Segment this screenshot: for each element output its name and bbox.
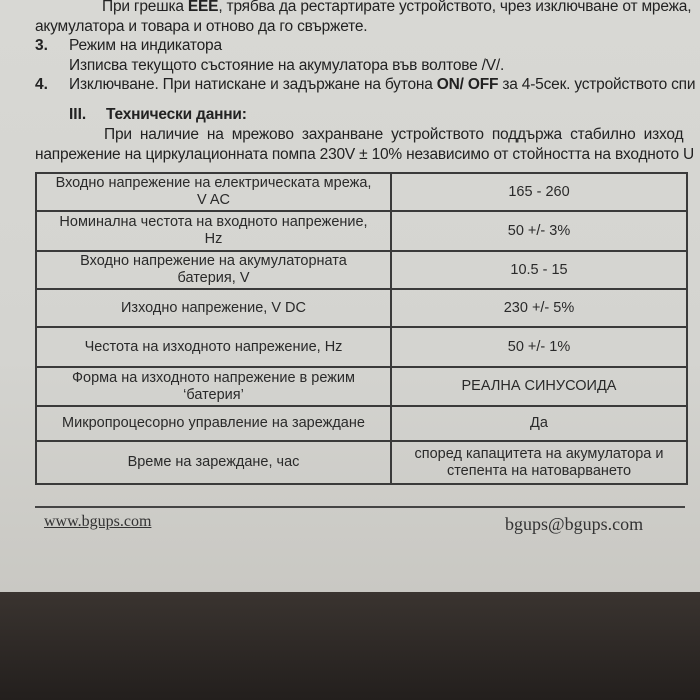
table-row [36,406,687,441]
cell-text-line: ‘батерия’ [183,386,244,403]
section-number: III. [69,106,87,123]
cell-text-line: V AC [196,192,231,208]
parameter-cell [36,211,391,251]
intro-line-2: акумулатора и товара и отново да го свържете. [35,18,368,35]
intro-line-1: При грешка EEE, трябва да рестартирате устройството, чрез изключване от мрежа, [102,0,692,15]
parameter-cell [36,406,391,441]
cell-text-line: Микропроцесорно управление на зареждане [62,415,365,431]
website-link[interactable]: www.bgups.com [44,513,152,530]
parameter-cell [36,327,391,367]
section-title: Технически данни: [106,106,247,123]
cell-text-line: 50 +/- 1% [507,338,571,355]
parameter-cell [36,441,391,484]
cell-text-line: Входно напрежение на електрическата мрежа, [55,175,372,191]
item-text: Изключване. При натискане и задържане на бутона ON/ OFF за 4-5сек. устройството спи [69,76,696,93]
parameter-cell [36,251,391,289]
item-description: Изписва текущото състояние на акумулатора във волтове /V/. [69,57,505,74]
cell-text-line: Време на зареждане, час [127,454,300,470]
table-row [36,441,687,484]
section-paragraph-line-1: При наличие на мрежово захранване устройството поддържа стабилно изход [104,126,684,143]
item-title: Режим на индикатора [69,37,222,54]
background-surface [0,592,700,700]
value-cell [391,173,687,211]
cell-text-line: Входно напрежение на акумулаторната [80,253,347,269]
cell-text-line: Hz [204,231,223,247]
value-cell [391,441,687,484]
parameter-cell [36,289,391,327]
cell-text-line: Форма на изходното напрежение в режим [72,369,355,386]
cell-text-line: батерия, V [177,270,250,286]
cell-text-line: 10.5 - 15 [510,261,568,278]
cell-text-line: степента на натоварването [446,462,632,479]
item-number: 4. [35,76,48,93]
item-number: 3. [35,37,48,54]
cell-text-line: според капацитета на акумулатора и [414,445,664,462]
table-row [36,173,687,211]
table-row [36,251,687,289]
cell-text-line: 50 +/- 3% [507,222,571,239]
cell-text-line: РЕАЛНА СИНУСОИДА [461,378,617,394]
section-paragraph-line-2: напрежение на циркулационната помпа 230V ± 10% независимо от стойността на входното U [35,146,694,163]
value-cell [391,406,687,441]
table-row [36,327,687,367]
parameter-cell [36,367,391,406]
table-row [36,367,687,406]
value-cell [391,251,687,289]
cell-text-line: Да [530,415,548,431]
parameter-cell [36,173,391,211]
value-cell [391,211,687,251]
technical-data-table [35,172,688,485]
value-cell [391,289,687,327]
cell-text-line: Номинална честота на входното напрежение, [59,214,368,230]
value-cell [391,367,687,406]
cell-text-line: Честота на изходното напрежение, Hz [84,338,343,355]
email-link[interactable]: bgups@bgups.com [505,514,644,534]
table-row [36,211,687,251]
footer-divider [35,506,685,508]
table-row [36,289,687,327]
cell-text-line: Изходно напрежение, V DC [121,299,306,316]
cell-text-line: 165 - 260 [508,183,570,200]
value-cell [391,327,687,367]
cell-text-line: 230 +/- 5% [503,299,575,316]
